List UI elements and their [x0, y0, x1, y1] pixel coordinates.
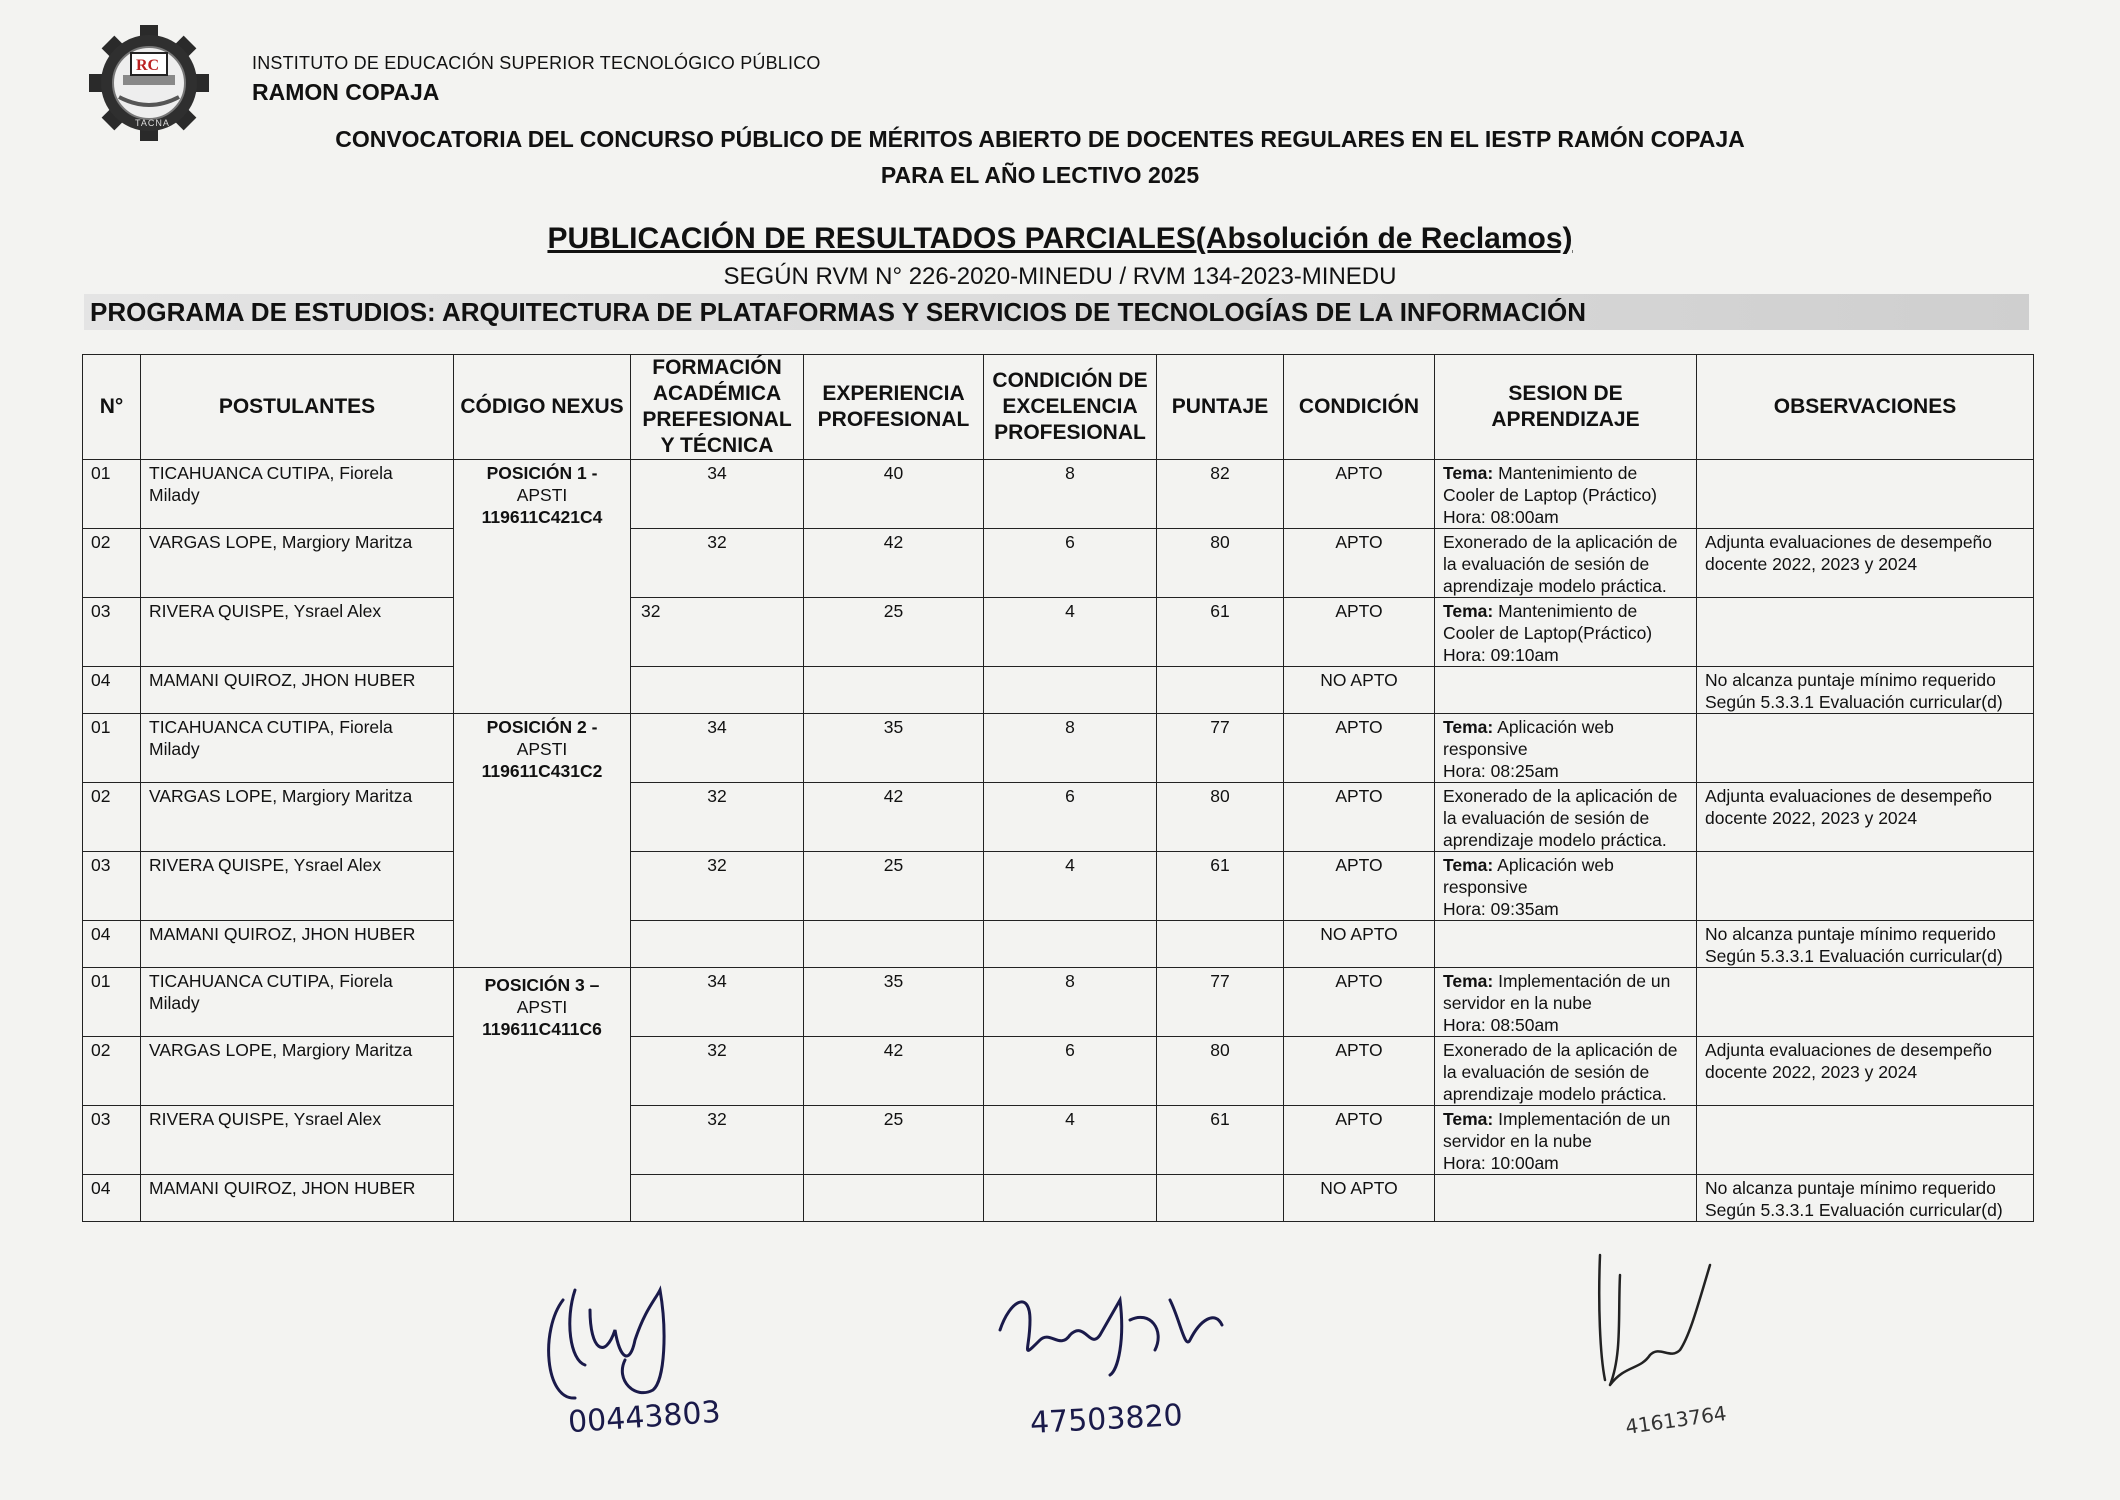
- table-row: [83, 1175, 2034, 1222]
- applicant-name: RIVERA QUISPE, Ysrael Alex: [141, 852, 454, 921]
- condition-status: APTO: [1284, 1037, 1435, 1106]
- session-time: Hora: 08:00am: [1443, 507, 1559, 527]
- condition-status: APTO: [1284, 1106, 1435, 1175]
- session-topic: Aplicación web responsive: [1443, 717, 1614, 759]
- row-number: 04: [83, 921, 141, 968]
- learning-session: [1435, 852, 1697, 921]
- col-header-puntaje: PUNTAJE: [1157, 355, 1284, 460]
- observation: Adjunta evaluaciones de desempeño docente 2022, 2023 y 2024: [1697, 529, 2034, 598]
- observation: Adjunta evaluaciones de desempeño docente 2022, 2023 y 2024: [1697, 1037, 2034, 1106]
- nexus-code: 119611C421C4: [481, 507, 603, 527]
- condition-status: APTO: [1284, 529, 1435, 598]
- total-score: 61: [1157, 598, 1284, 667]
- learning-session: [1435, 460, 1697, 529]
- condition-status: APTO: [1284, 783, 1435, 852]
- formacion-score: 34: [631, 968, 804, 1037]
- observation: [1697, 598, 2034, 667]
- condition-status: NO APTO: [1284, 1175, 1435, 1222]
- session-time: Hora: 08:25am: [1443, 761, 1559, 781]
- observation: [1697, 1106, 2034, 1175]
- observation: No alcanza puntaje mínimo requerido Según 5.3.3.1 Evaluación curricular(d): [1697, 921, 2034, 968]
- experiencia-score: 40: [804, 460, 984, 529]
- session-topic-label: Tema:: [1443, 1109, 1494, 1129]
- row-number: 02: [83, 1037, 141, 1106]
- col-header-formacion: FORMACIÓN ACADÉMICA PREFESIONAL Y TÉCNICA: [631, 355, 804, 460]
- position-name: POSICIÓN 3 –: [484, 975, 600, 995]
- total-score: 80: [1157, 783, 1284, 852]
- excelencia-score: 6: [984, 783, 1157, 852]
- total-score: 82: [1157, 460, 1284, 529]
- experiencia-score: 42: [804, 1037, 984, 1106]
- experiencia-score: 25: [804, 852, 984, 921]
- condition-status: APTO: [1284, 460, 1435, 529]
- col-header-postulantes: POSTULANTES: [141, 355, 454, 460]
- learning-session: [1435, 968, 1697, 1037]
- observation: No alcanza puntaje mínimo requerido Según 5.3.3.1 Evaluación curricular(d): [1697, 1175, 2034, 1222]
- applicant-name: TICAHUANCA CUTIPA, Fiorela Milady: [141, 714, 454, 783]
- experiencia-score: 35: [804, 714, 984, 783]
- formacion-score: 32: [631, 852, 804, 921]
- learning-session: [1435, 529, 1697, 598]
- excelencia-score: 8: [984, 714, 1157, 783]
- regulation-reference: SEGÚN RVM N° 226-2020-MINEDU / RVM 134-2023-MINEDU: [723, 263, 1397, 290]
- observation: [1697, 460, 2034, 529]
- session-topic-label: Tema:: [1443, 463, 1494, 483]
- applicant-name: MAMANI QUIROZ, JHON HUBER: [141, 921, 454, 968]
- total-score: 77: [1157, 968, 1284, 1037]
- excelencia-score: 8: [984, 460, 1157, 529]
- session-topic-label: Tema:: [1443, 971, 1494, 991]
- row-number: 02: [83, 529, 141, 598]
- applicant-name: MAMANI QUIROZ, JHON HUBER: [141, 667, 454, 714]
- signature-2: [990, 1280, 1230, 1390]
- applicant-name: VARGAS LOPE, Margiory Maritza: [141, 1037, 454, 1106]
- formacion-score: 32: [631, 1037, 804, 1106]
- table-row: [83, 1106, 2034, 1175]
- observation: Adjunta evaluaciones de desempeño docente 2022, 2023 y 2024: [1697, 783, 2034, 852]
- total-score: [1157, 1175, 1284, 1222]
- total-score: [1157, 921, 1284, 968]
- col-header-experiencia: EXPERIENCIA PROFESIONAL: [804, 355, 984, 460]
- session-topic-label: Tema:: [1443, 601, 1494, 621]
- observation: [1697, 968, 2034, 1037]
- session-topic: Exonerado de la aplicación de la evaluación de sesión de aprendizaje modelo práctica.: [1443, 532, 1678, 596]
- convocatoria-title: CONVOCATORIA DEL CONCURSO PÚBLICO DE MÉRITOS ABIERTO DE DOCENTES REGULARES EN EL IESTP RAMÓN COPAJA: [335, 126, 1745, 152]
- row-number: 02: [83, 783, 141, 852]
- formacion-score: [631, 1175, 804, 1222]
- observation: [1697, 852, 2034, 921]
- condition-status: APTO: [1284, 852, 1435, 921]
- table-row: [83, 667, 2034, 714]
- publication-title: PUBLICACIÓN DE RESULTADOS PARCIALES(Absolución de Reclamos): [547, 222, 1573, 255]
- learning-session: [1435, 714, 1697, 783]
- table-row: [83, 529, 2034, 598]
- session-topic: Implementación de un servidor en la nube: [1443, 971, 1671, 1013]
- session-time: Hora: 08:50am: [1443, 1015, 1559, 1035]
- applicant-name: RIVERA QUISPE, Ysrael Alex: [141, 1106, 454, 1175]
- total-score: 80: [1157, 529, 1284, 598]
- applicant-name: VARGAS LOPE, Margiory Maritza: [141, 783, 454, 852]
- learning-session: [1435, 1175, 1697, 1222]
- position-name: POSICIÓN 2 -: [486, 717, 598, 737]
- condition-status: NO APTO: [1284, 921, 1435, 968]
- condition-status: NO APTO: [1284, 667, 1435, 714]
- excelencia-score: 4: [984, 852, 1157, 921]
- position-apsti: APSTI: [516, 739, 568, 759]
- signature-3: [1570, 1245, 1730, 1405]
- learning-session: [1435, 783, 1697, 852]
- institute-logo: [86, 24, 212, 142]
- table-row: [83, 1037, 2034, 1106]
- session-topic: Exonerado de la aplicación de la evaluación de sesión de aprendizaje modelo práctica.: [1443, 786, 1678, 850]
- results-table: [82, 354, 2034, 1222]
- position-name: POSICIÓN 1 -: [486, 463, 598, 483]
- table-row: [83, 783, 2034, 852]
- table-header-row: [83, 355, 2034, 460]
- signature-3-id: 41613764: [1623, 1401, 1728, 1439]
- excelencia-score: 6: [984, 1037, 1157, 1106]
- learning-session: [1435, 667, 1697, 714]
- total-score: 61: [1157, 1106, 1284, 1175]
- position-cell: [454, 460, 631, 714]
- total-score: 80: [1157, 1037, 1284, 1106]
- program-banner: PROGRAMA DE ESTUDIOS: ARQUITECTURA DE PLATAFORMAS Y SERVICIOS DE TECNOLOGÍAS DE LA INFORMACIÓN: [84, 294, 2029, 330]
- logo-letters: RC: [136, 57, 160, 74]
- col-header-condicion: CONDICIÓN: [1284, 355, 1435, 460]
- observation: No alcanza puntaje mínimo requerido Según 5.3.3.1 Evaluación curricular(d): [1697, 667, 2034, 714]
- session-topic-label: Tema:: [1443, 717, 1494, 737]
- position-apsti: APSTI: [516, 485, 568, 505]
- formacion-score: 34: [631, 460, 804, 529]
- applicant-name: VARGAS LOPE, Margiory Maritza: [141, 529, 454, 598]
- row-number: 04: [83, 667, 141, 714]
- excelencia-score: [984, 667, 1157, 714]
- session-time: Hora: 09:10am: [1443, 645, 1559, 665]
- formacion-score: 32: [631, 598, 804, 667]
- applicant-name: RIVERA QUISPE, Ysrael Alex: [141, 598, 454, 667]
- session-topic-label: Tema:: [1443, 855, 1494, 875]
- table-row: [83, 714, 2034, 783]
- row-number: 03: [83, 1106, 141, 1175]
- observation: [1697, 714, 2034, 783]
- row-number: 01: [83, 968, 141, 1037]
- experiencia-score: [804, 1175, 984, 1222]
- experiencia-score: 25: [804, 1106, 984, 1175]
- condition-status: APTO: [1284, 714, 1435, 783]
- excelencia-score: [984, 921, 1157, 968]
- col-header-observaciones: OBSERVACIONES: [1697, 355, 2034, 460]
- row-number: 01: [83, 460, 141, 529]
- experiencia-score: [804, 667, 984, 714]
- table-row: [83, 921, 2034, 968]
- learning-session: [1435, 1037, 1697, 1106]
- learning-session: [1435, 1106, 1697, 1175]
- condition-status: APTO: [1284, 598, 1435, 667]
- session-topic: Implementación de un servidor en la nube: [1443, 1109, 1671, 1151]
- excelencia-score: [984, 1175, 1157, 1222]
- convocatoria-year: PARA EL AÑO LECTIVO 2025: [880, 162, 1200, 188]
- formacion-score: [631, 921, 804, 968]
- col-header-num: N°: [83, 355, 141, 460]
- excelencia-score: 4: [984, 598, 1157, 667]
- table-row: [83, 968, 2034, 1037]
- total-score: 61: [1157, 852, 1284, 921]
- session-topic: Aplicación web responsive: [1443, 855, 1614, 897]
- session-time: Hora: 10:00am: [1443, 1153, 1559, 1173]
- session-topic: Mantenimiento de Cooler de Laptop (Práctico): [1443, 463, 1657, 505]
- excelencia-score: 4: [984, 1106, 1157, 1175]
- session-topic: Mantenimiento de Cooler de Laptop(Práctico): [1443, 601, 1653, 643]
- row-number: 04: [83, 1175, 141, 1222]
- signature-2-id: 47503820: [1029, 1398, 1184, 1441]
- total-score: [1157, 667, 1284, 714]
- row-number: 01: [83, 714, 141, 783]
- applicant-name: TICAHUANCA CUTIPA, Fiorela Milady: [141, 968, 454, 1037]
- table-row: [83, 598, 2034, 667]
- institute-name: RAMON COPAJA: [252, 79, 440, 105]
- formacion-score: [631, 667, 804, 714]
- experiencia-score: 42: [804, 529, 984, 598]
- row-number: 03: [83, 598, 141, 667]
- learning-session: [1435, 598, 1697, 667]
- col-header-excelencia: CONDICIÓN DE EXCELENCIA PROFESIONAL: [984, 355, 1157, 460]
- table-row: [83, 852, 2034, 921]
- col-header-sesion: SESION DE APRENDIZAJE: [1435, 355, 1697, 460]
- formacion-score: 34: [631, 714, 804, 783]
- experiencia-score: 42: [804, 783, 984, 852]
- experiencia-score: 35: [804, 968, 984, 1037]
- nexus-code: 119611C411C6: [482, 1019, 602, 1039]
- signature-1-id: 00443803: [566, 1394, 722, 1441]
- institute-type: INSTITUTO DE EDUCACIÓN SUPERIOR TECNOLÓGICO PÚBLICO: [252, 53, 821, 73]
- position-cell: [454, 968, 631, 1222]
- nexus-code: 119611C431C2: [481, 761, 603, 781]
- row-number: 03: [83, 852, 141, 921]
- experiencia-score: [804, 921, 984, 968]
- formacion-score: 32: [631, 783, 804, 852]
- session-time: Hora: 09:35am: [1443, 899, 1559, 919]
- condition-status: APTO: [1284, 968, 1435, 1037]
- col-header-codigo: CÓDIGO NEXUS: [454, 355, 631, 460]
- formacion-score: 32: [631, 1106, 804, 1175]
- formacion-score: 32: [631, 529, 804, 598]
- experiencia-score: 25: [804, 598, 984, 667]
- learning-session: [1435, 921, 1697, 968]
- position-apsti: APSTI: [516, 997, 568, 1017]
- excelencia-score: 6: [984, 529, 1157, 598]
- applicant-name: TICAHUANCA CUTIPA, Fiorela Milady: [141, 460, 454, 529]
- session-topic: Exonerado de la aplicación de la evaluación de sesión de aprendizaje modelo práctica.: [1443, 1040, 1678, 1104]
- applicant-name: MAMANI QUIROZ, JHON HUBER: [141, 1175, 454, 1222]
- total-score: 77: [1157, 714, 1284, 783]
- excelencia-score: 8: [984, 968, 1157, 1037]
- logo-ring-text: TACNA: [135, 118, 170, 128]
- position-cell: [454, 714, 631, 968]
- table-row: [83, 460, 2034, 529]
